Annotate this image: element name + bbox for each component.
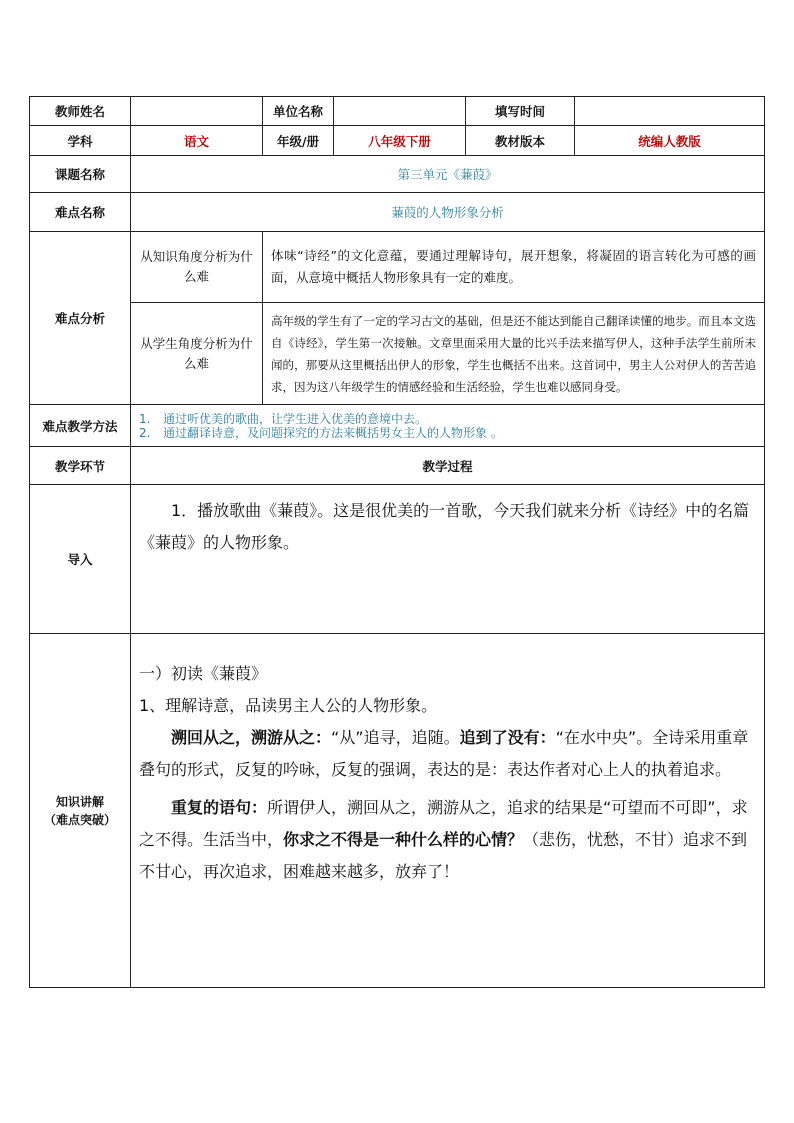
header-row-2 bbox=[30, 126, 765, 156]
knowledge-angle-text: 体味“诗经”的文化意蕴，要通过理解诗句，展开想象，将凝固的语言转化为可感的画面，从意境中概括人物形象具有一定的难度。 bbox=[263, 232, 765, 303]
difficulty-name-label: 难点名称 bbox=[30, 193, 131, 232]
unit-name-label: 单位名称 bbox=[263, 97, 334, 126]
fill-date-label: 填写时间 bbox=[466, 97, 575, 126]
lesson-title-row bbox=[30, 156, 765, 193]
process-header-row bbox=[30, 447, 765, 485]
subject-label: 学科 bbox=[30, 126, 131, 156]
analysis-student-row bbox=[30, 303, 765, 405]
teaching-methods-label: 难点教学方法 bbox=[30, 405, 131, 447]
repetition-paragraph: 重复的语句：所谓伊人，溯回从之，溯游从之，追求的结果是“可望而不可即”，求之不得。生活当中，你求之不得是一种什么样的心情？（悲伤，忧愁，不甘）追求不到不甘心，再次追求，困难越来越多，放弃了！ bbox=[139, 798, 748, 881]
header-row-1 bbox=[30, 97, 765, 126]
knowledge-row bbox=[30, 634, 765, 988]
intro-label: 导入 bbox=[30, 485, 131, 634]
analysis-knowledge-row bbox=[30, 232, 765, 303]
intro-text: 1．播放歌曲《蒹葭》。这是很优美的一首歌，今天我们就来分析《诗经》中的名篇《蒹葭》的人物形象。 bbox=[139, 501, 750, 552]
lesson-plan-page bbox=[29, 96, 764, 988]
student-angle-text: 高年级的学生有了一定的学习古文的基础，但是还不能达到能自己翻译读懂的地步。而且本文选自《诗经》，学生第一次接触。文章里面采用大量的比兴手法来描写伊人，这种手法学生前所未闻的，那要从这里概括出伊人的形象，学生也概括不出来。这首词中，男主人公对伊人的苦苦追求，因为这八年级学生的情感经验和生活经验，学生也难以感同身受。 bbox=[263, 303, 765, 405]
grade-label: 年级/册 bbox=[263, 126, 334, 156]
lesson-plan-table bbox=[29, 96, 765, 988]
knowledge-angle-label: 从知识角度分析为什么难 bbox=[131, 232, 263, 303]
teaching-stage-label: 教学环节 bbox=[30, 447, 131, 485]
method-item: 1. 通过听优美的歌曲，让学生进入优美的意境中去。 bbox=[139, 411, 428, 426]
edition-label: 教材版本 bbox=[466, 126, 575, 156]
teacher-name-label: 教师姓名 bbox=[30, 97, 131, 126]
unit-name-value bbox=[334, 97, 466, 126]
methods-row bbox=[30, 405, 765, 447]
student-angle-label: 从学生角度分析为什么难 bbox=[131, 303, 263, 405]
section-heading: 一）初读《蒹葭》 bbox=[139, 664, 268, 683]
difficulty-name-row bbox=[30, 193, 765, 232]
edition-value: 统编人教版 bbox=[575, 126, 765, 156]
teacher-name-value bbox=[131, 97, 263, 126]
lesson-title-label: 课题名称 bbox=[30, 156, 131, 193]
point-one: 1、理解诗意，品读男主人公的人物形象。 bbox=[139, 696, 438, 715]
intro-row bbox=[30, 485, 765, 634]
difficulty-name-value: 蒹葭的人物形象分析 bbox=[131, 193, 765, 232]
knowledge-explain-label: 知识讲解 （难点突破） bbox=[30, 634, 131, 988]
method-item: 2. 通过翻译诗意，及问题探究的方法来概括男女主人的人物形象 。 bbox=[139, 425, 503, 440]
grade-value: 八年级下册 bbox=[334, 126, 466, 156]
verse-paragraph: 溯回从之，溯游从之：“从”追寻，追随。追到了没有：“在水中央”。全诗采用重章叠句的形式，反复的吟咏，反复的强调，表达的是：表达作者对心上人的执着追求。 bbox=[139, 728, 749, 779]
fill-date-value bbox=[575, 97, 765, 126]
subject-value: 语文 bbox=[131, 126, 263, 156]
teaching-process-label: 教学过程 bbox=[131, 447, 765, 485]
teaching-methods-list bbox=[131, 405, 765, 447]
lesson-title-value: 第三单元《蒹葭》 bbox=[131, 156, 765, 193]
difficulty-analysis-label: 难点分析 bbox=[30, 232, 131, 405]
